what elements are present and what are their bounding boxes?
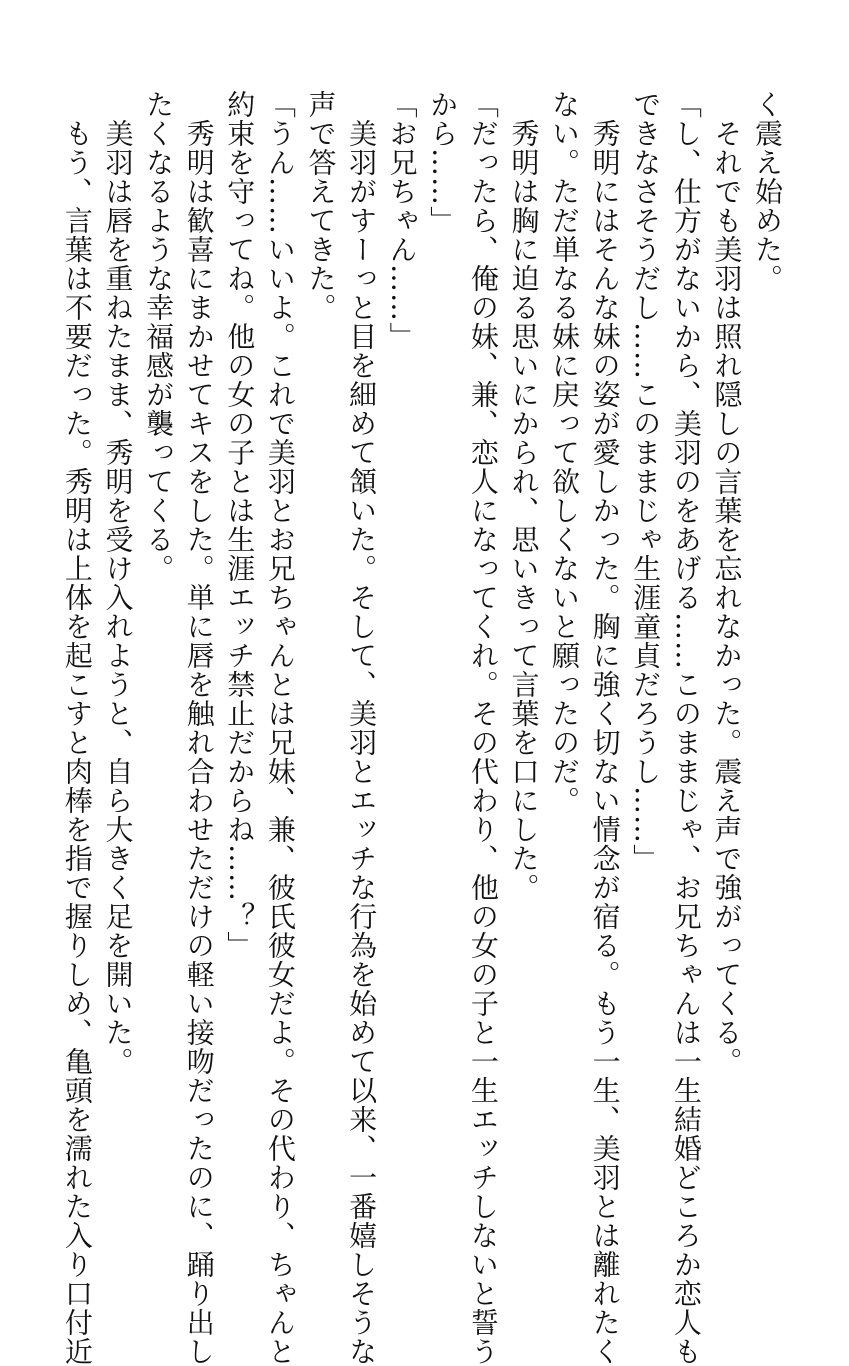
- text-line: それでも美羽は照れ隠しの言葉を忘れなかった。震え声で強がってくる。: [710, 90, 744, 1076]
- text-line: 秀明は歓喜にまかせてキスをした。単に唇を触れ合わせただけの軽い接吻だったのに、踊り出し: [182, 90, 216, 1366]
- text-line: 秀明にはそんな妹の姿が愛しかった。胸に強く切ない情念が宿る。もう一生、美羽とは離れたく: [588, 90, 622, 1366]
- text-line: ない。ただ単なる妹に戻って欲しくないと願ったのだ。: [548, 90, 582, 815]
- text-line: く震え始めた。: [751, 90, 784, 293]
- vertical-text-block: [56, 90, 787, 1366]
- text-line: 美羽は唇を重ねたまま、秀明を受け入れようと、自ら大きく足を開いた。: [101, 90, 135, 1076]
- text-line: 美羽がすーっと目を細めて頷いた。そして、美羽とエッチな行為を始めて以来、一番嬉しそうな: [345, 90, 379, 1366]
- text-line: できなさそうだし……このままじゃ生涯童貞だろうし……」: [629, 90, 663, 873]
- text-line: 約束を守ってね。他の女の子とは生涯エッチ禁止だからね……？」: [223, 90, 257, 960]
- text-line: 「だったら、俺の妹、兼、恋人になってくれ。その代わり、他の女の子と一生エッチしないと誓う: [466, 90, 500, 1366]
- text-line: 「うん……いいよ。これで美羽とお兄ちゃんとは兄妹、兼、彼氏彼女だよ。その代わり、ちゃんと: [263, 90, 297, 1366]
- text-line: 「お兄ちゃん……」: [385, 90, 419, 351]
- text-line: 「し、仕方がないから、美羽のをあげる……このままじゃ、お兄ちゃんは一生結婚どころか恋人も: [669, 90, 703, 1366]
- text-line: 声で答えてきた。: [304, 90, 338, 322]
- text-line: もう、言葉は不要だった。秀明は上体を起こすと肉棒を指で握りしめ、亀頭を濡れた入り口付近: [60, 90, 94, 1366]
- text-line: 秀明は胸に迫る思いにかられ、思いきって言葉を口にした。: [507, 90, 541, 902]
- text-line: たくなるような幸福感が襲ってくる。: [142, 90, 176, 583]
- text-line: から……」: [426, 90, 460, 235]
